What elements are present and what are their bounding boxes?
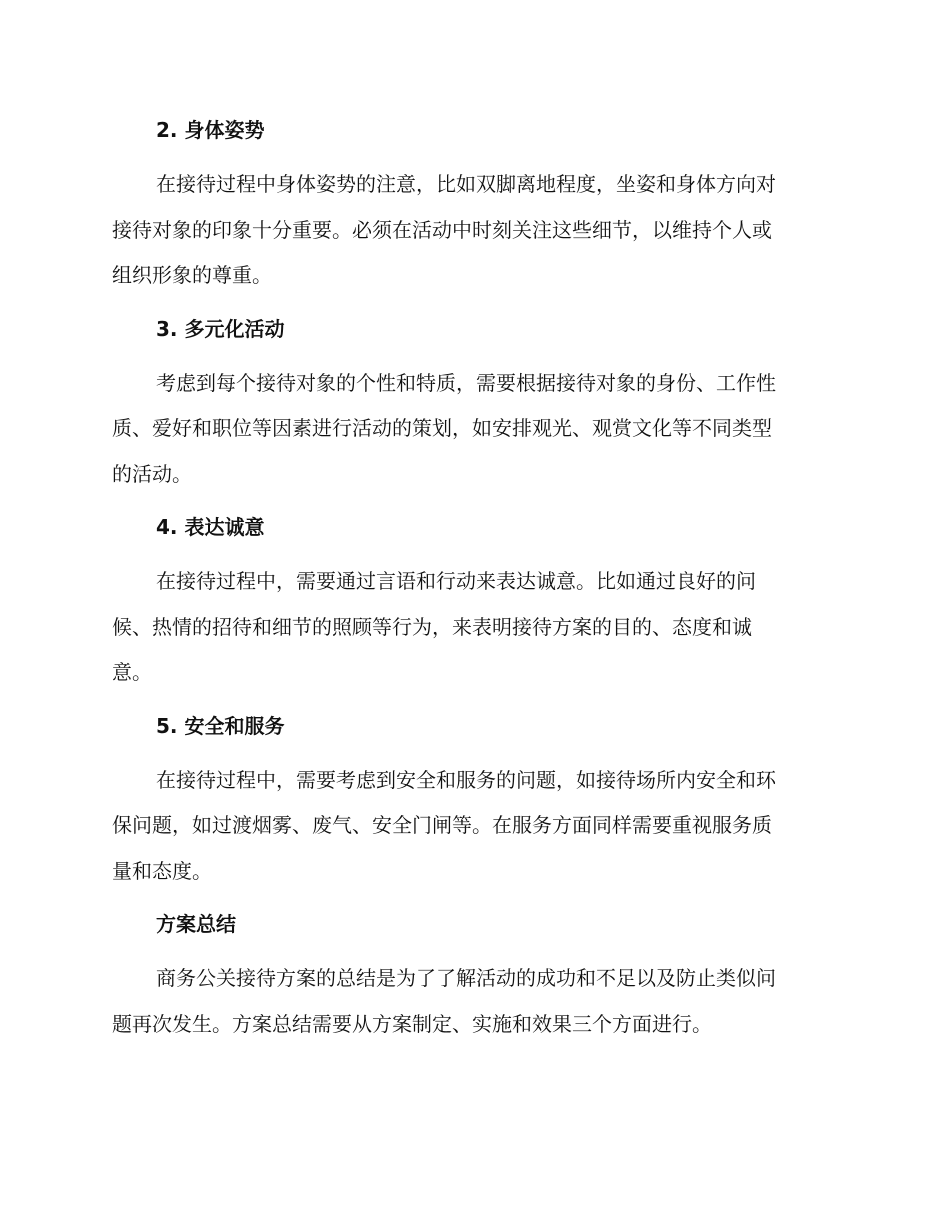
section-heading: 4. 表达诚意	[156, 515, 265, 539]
section-express-sincerity	[112, 505, 830, 696]
paragraph-line: 质、爱好和职位等因素进行活动的策划，如安排观光、观赏文化等不同类型	[112, 416, 772, 440]
section-plan-summary	[112, 902, 830, 1047]
paragraph-line: 意。	[112, 660, 152, 684]
section-body-posture	[112, 108, 830, 299]
paragraph-line: 的活动。	[112, 461, 192, 486]
paragraph-line: 商务公关接待方案的总结是为了了解活动的成功和不足以及防止类似问	[156, 966, 776, 990]
section-paragraph	[112, 758, 830, 895]
paragraph-line: 考虑到每个接待对象的个性和特质，需要根据接待对象的身份、工作性	[156, 370, 776, 395]
section-diverse-activities	[112, 307, 830, 498]
paragraph-line: 组织形象的尊重。	[112, 263, 272, 287]
paragraph-line: 在接待过程中身体姿势的注意，比如双脚离地程度，坐姿和身体方向对	[156, 172, 776, 196]
section-heading: 方案总结	[156, 912, 236, 936]
paragraph-line: 量和态度。	[112, 858, 212, 883]
section-heading: 2. 身体姿势	[156, 118, 265, 142]
section-paragraph	[112, 956, 830, 1047]
document-page	[112, 108, 830, 1055]
section-paragraph	[112, 559, 830, 696]
section-safety-service	[112, 704, 830, 895]
paragraph-line: 在接待过程中，需要通过言语和行动来表达诚意。比如通过良好的问	[156, 569, 756, 593]
section-heading: 3. 多元化活动	[156, 316, 285, 341]
paragraph-line: 在接待过程中，需要考虑到安全和服务的问题，如接待场所内安全和环	[156, 767, 776, 792]
paragraph-line: 保问题，如过渡烟雾、废气、安全门闸等。在服务方面同样需要重视服务质	[112, 813, 772, 837]
section-paragraph	[112, 361, 830, 498]
section-paragraph	[112, 162, 830, 299]
section-heading: 5. 安全和服务	[156, 713, 285, 738]
paragraph-line: 接待对象的印象十分重要。必须在活动中时刻关注这些细节，以维持个人或	[112, 217, 772, 242]
paragraph-line: 题再次发生。方案总结需要从方案制定、实施和效果三个方面进行。	[112, 1011, 712, 1036]
paragraph-line: 候、热情的招待和细节的照顾等行为，来表明接待方案的目的、态度和诚	[112, 614, 752, 639]
